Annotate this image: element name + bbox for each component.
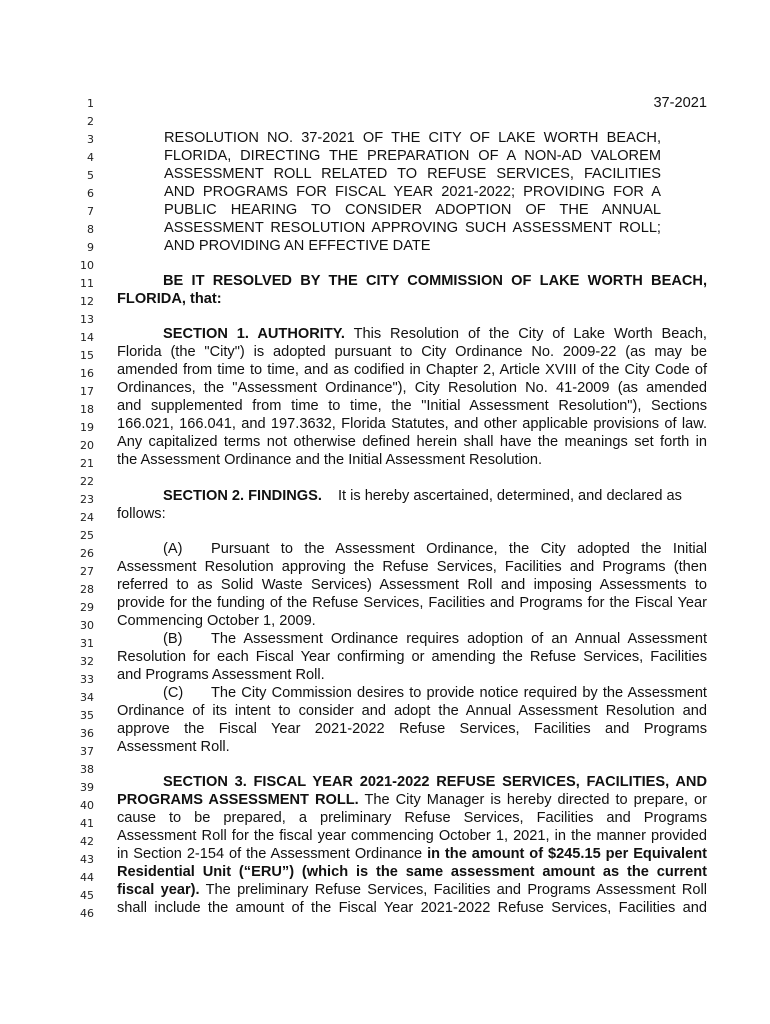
finding-a-line: provide for the funding of the Refuse Services, Facilities and Programs for the Fiscal Year <box>117 595 707 611</box>
line-number: 38 <box>80 763 94 776</box>
section-1-line: amended from time to time, and as codified in Chapter 2, Article XVIII of the City Code of <box>117 362 707 378</box>
line-number: 42 <box>80 835 94 848</box>
line-number: 23 <box>80 493 94 506</box>
section-3-line <box>117 773 707 791</box>
line-number: 37 <box>80 745 94 758</box>
line-number: 13 <box>80 313 94 326</box>
line-number: 20 <box>80 439 94 452</box>
line-number: 15 <box>80 349 94 362</box>
section-2-line: follows: <box>117 506 166 522</box>
section-3-line: in Section 2-154 of the Assessment Ordinance in the amount of $245.15 per Equivalent <box>117 846 707 862</box>
section-1-line: and supplemented from time to time, the "Initial Assessment Resolution"), Sections <box>117 398 707 414</box>
line-number: 2 <box>87 115 94 128</box>
line-number: 45 <box>80 889 94 902</box>
section-1-line: SECTION 1. AUTHORITY. This Resolution of the City of Lake Worth Beach, <box>163 326 707 342</box>
section-3-line: Assessment Roll for the fiscal year commencing October 1, 2021, in the manner provided <box>117 828 707 844</box>
section-3-heading: SECTION 3. FISCAL YEAR 2021-2022 REFUSE SERVICES, FACILITIES, AND <box>163 774 707 790</box>
line-number: 40 <box>80 799 94 812</box>
line-number: 39 <box>80 781 94 794</box>
finding-c-line: Ordinance of its intent to consider and adopt the Annual Assessment Resolution and <box>117 703 707 719</box>
section-3-line: fiscal year). The preliminary Refuse Services, Facilities and Programs Assessment Roll <box>117 882 707 898</box>
title-line: ASSESSMENT RESOLUTION APPROVING SUCH ASSESSMENT ROLL; <box>164 220 661 236</box>
line-number: 8 <box>87 223 94 236</box>
section-1-line: the Assessment Ordinance and the Initial Assessment Resolution. <box>117 452 543 468</box>
section-3-line: Residential Unit (“ERU”) (which is the same assessment amount as the current <box>117 864 707 880</box>
resolved-text: FLORIDA, that: <box>117 291 222 307</box>
line-number: 4 <box>87 151 94 164</box>
line-number: 33 <box>80 673 94 686</box>
resolved-clause <box>117 290 707 308</box>
line-number: 32 <box>80 655 94 668</box>
line-number: 9 <box>87 241 94 254</box>
line-number: 28 <box>80 583 94 596</box>
line-number: 17 <box>80 385 94 398</box>
section-1-line: Florida (the "City") is adopted pursuant to City Ordinance No. 2009-22 (as may be <box>117 344 707 360</box>
document-number: 37-2021 <box>653 95 707 111</box>
line-number: 36 <box>80 727 94 740</box>
finding-c-line: Assessment Roll. <box>117 739 230 755</box>
section-1-heading: SECTION 1. AUTHORITY. <box>163 326 345 342</box>
line-number: 5 <box>87 169 94 182</box>
section-1-line: Any capitalized terms not otherwise defined herein shall have the meanings set forth in <box>117 434 707 450</box>
line-number: 25 <box>80 529 94 542</box>
line-number: 10 <box>80 259 94 272</box>
line-number: 43 <box>80 853 94 866</box>
line-number: 1 <box>87 97 94 110</box>
section-3-line: PROGRAMS ASSESSMENT ROLL. The City Manager is hereby directed to prepare, or <box>117 792 707 808</box>
line-number: 27 <box>80 565 94 578</box>
section-3-line: shall include the amount of the Fiscal Year 2021-2022 Refuse Services, Facilities and <box>117 900 707 916</box>
finding-b-line: and Programs Assessment Roll. <box>117 667 325 683</box>
title-line: PUBLIC HEARING TO CONSIDER ADOPTION OF THE ANNUAL <box>164 202 661 218</box>
line-number: 18 <box>80 403 94 416</box>
title-line: FLORIDA, DIRECTING THE PREPARATION OF A NON-AD VALOREM <box>164 148 661 164</box>
finding-b-line: Resolution for each Fiscal Year confirming or amending the Refuse Services, Facilities <box>117 649 707 665</box>
title-line: AND PROVIDING AN EFFECTIVE DATE <box>164 238 431 254</box>
line-number: 34 <box>80 691 94 704</box>
finding-b: (B) The Assessment Ordinance requires adoption of an Annual Assessment <box>163 631 707 647</box>
section-3-line: cause to be prepared, a preliminary Refuse Services, Facilities and Programs <box>117 810 707 826</box>
section-1-line: 166.021, 166.041, and 197.3632, Florida Statutes, and other applicable provisions of law. <box>117 416 707 432</box>
section-2-line: SECTION 2. FINDINGS. It is hereby ascertained, determined, and declared as <box>163 488 682 504</box>
line-number: 31 <box>80 637 94 650</box>
line-number: 26 <box>80 547 94 560</box>
title-line: RESOLUTION NO. 37-2021 OF THE CITY OF LAKE WORTH BEACH, <box>164 130 661 146</box>
line-number: 21 <box>80 457 94 470</box>
line-number: 46 <box>80 907 94 920</box>
finding-a-line: referred to as Solid Waste Services) Assessment Roll and imposing Assessments to <box>117 577 707 593</box>
finding-c: (C) The City Commission desires to provide notice required by the Assessment <box>163 685 707 701</box>
line-number: 3 <box>87 133 94 146</box>
line-number: 35 <box>80 709 94 722</box>
line-number: 30 <box>80 619 94 632</box>
line-number: 44 <box>80 871 94 884</box>
line-number: 7 <box>87 205 94 218</box>
line-number: 19 <box>80 421 94 434</box>
finding-a: (A) Pursuant to the Assessment Ordinance, the City adopted the Initial <box>163 541 707 557</box>
finding-a-line: Commencing October 1, 2009. <box>117 613 316 629</box>
line-number: 41 <box>80 817 94 830</box>
title-line: AND PROGRAMS FOR FISCAL YEAR 2021-2022; PROVIDING FOR A <box>164 184 661 200</box>
line-number: 11 <box>80 277 94 290</box>
title-line: ASSESSMENT ROLL RELATED TO REFUSE SERVICES, FACILITIES <box>164 166 661 182</box>
line-number: 24 <box>80 511 94 524</box>
section-1-line: Ordinances, the "Assessment Ordinance"), City Resolution No. 41-2009 (as amended <box>117 380 707 396</box>
section-3-heading: PROGRAMS ASSESSMENT ROLL. <box>117 792 359 808</box>
line-number: 14 <box>80 331 94 344</box>
section-2-heading: SECTION 2. FINDINGS. <box>163 488 322 504</box>
line-number: 16 <box>80 367 94 380</box>
line-number: 22 <box>80 475 94 488</box>
line-number: 12 <box>80 295 94 308</box>
line-number: 29 <box>80 601 94 614</box>
resolved-text: BE IT RESOLVED BY THE CITY COMMISSION OF LAKE WORTH BEACH, <box>163 273 707 289</box>
finding-c-line: approve the Fiscal Year 2021-2022 Refuse Services, Facilities and Programs <box>117 721 707 737</box>
line-number: 6 <box>87 187 94 200</box>
finding-a-line: Assessment Resolution approving the Refuse Services, Facilities and Programs (then <box>117 559 707 575</box>
resolved-clause <box>117 272 707 290</box>
